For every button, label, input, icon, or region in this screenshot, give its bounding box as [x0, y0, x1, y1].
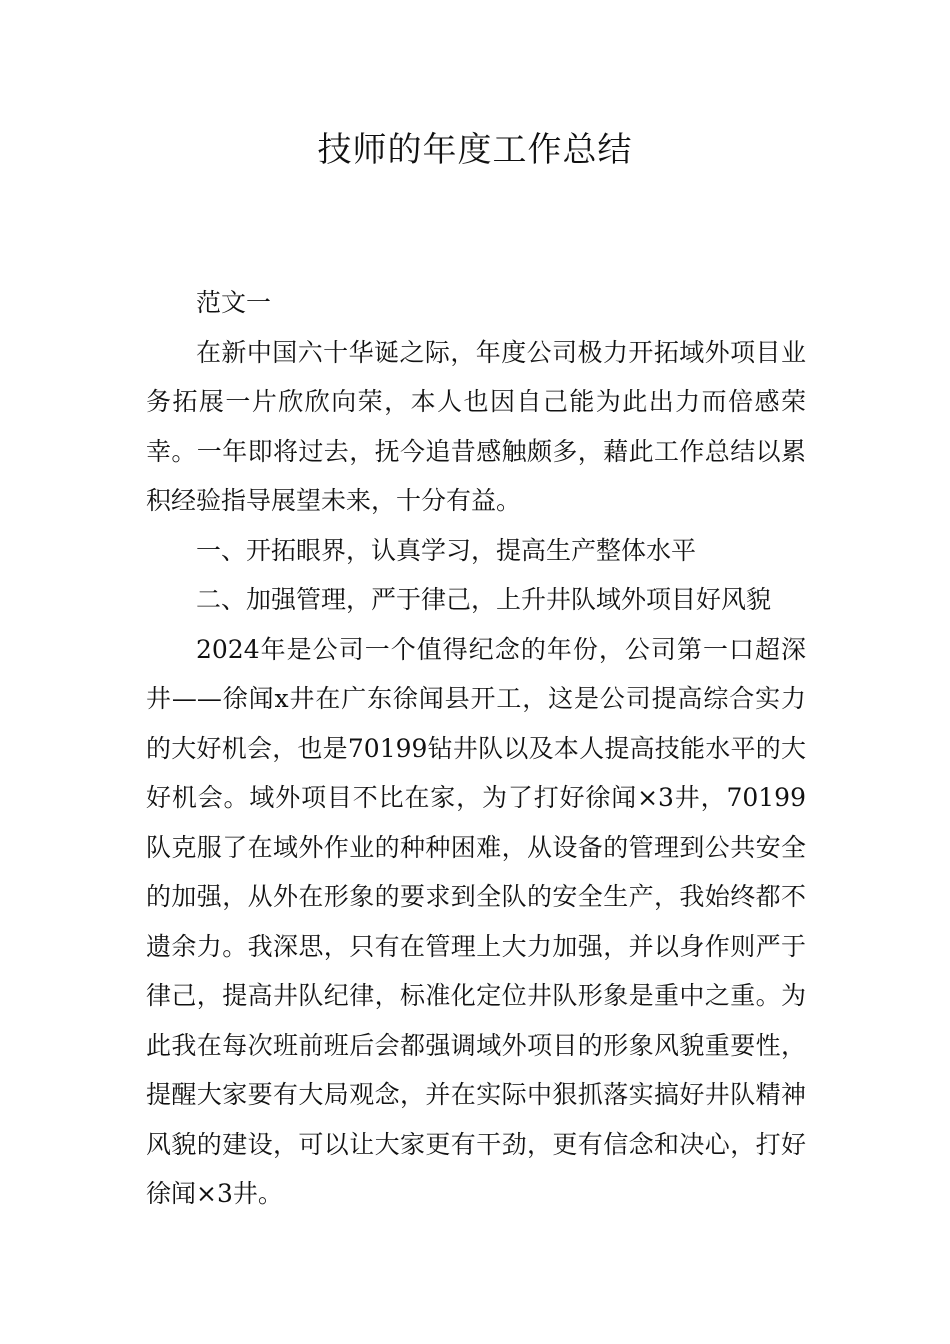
paragraph-section-2-body: 2024年是公司一个值得纪念的年份，公司第一口超深井——徐闻x井在广东徐闻县开工，这是公司提高综合实力的大好机会，也是70199钻井队以及本人提高技能水平的大好机会。域外项目不比在家，为了打好徐闻×3井，70199队克服了在域外作业的种种困难，从设备的管理到公共安全的加强，从外在形象的要求到全队的安全生产，我始终都不遗余力。我深思，只有在管理上大力加强，并以身作则严于律己，提高井队纪律，标准化定位井队形象是重中之重。为此我在每次班前班后会都强调域外项目的形象风貌重要性，提醒大家要有大局观念，并在实际中狠抓落实搞好井队精神风貌的建设，可以让大家更有干劲，更有信念和决心，打好徐闻×3井。 [146, 634, 806, 1208]
document-body [146, 278, 806, 1219]
section-heading-1: 一、开拓眼界，认真学习，提高生产整体水平 [196, 535, 697, 565]
paragraph-sample-label: 范文一 [196, 288, 272, 317]
paragraph-intro: 在新中国六十华诞之际，年度公司极力开拓域外项目业务拓展一片欣欣向荣，本人也因自己能为此出力而倍感荣幸。一年即将过去，抚今追昔感触颇多，藉此工作总结以累积经验指导展望未来，十分有益。 [146, 337, 806, 515]
document-title: 技师的年度工作总结 [317, 130, 633, 170]
section-heading-2: 二、加强管理，严于律己，上升井队域外项目好风貌 [196, 585, 772, 614]
